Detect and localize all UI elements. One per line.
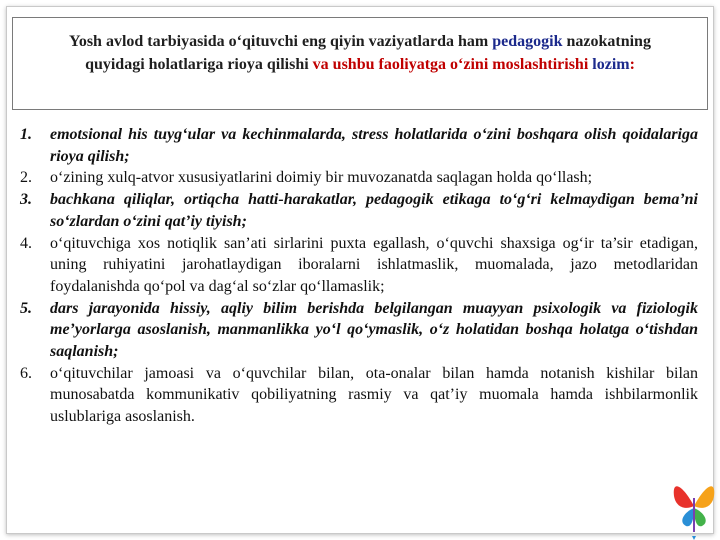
numbered-list [20,124,698,428]
list-number: 5. [20,299,32,317]
list-number: 2. [20,169,32,187]
list-number: 3. [20,191,32,209]
list-item [20,233,698,298]
list-item-text: o‘qituvchiga xos notiqlik san’ati sirlarini puxta egallash, o‘quvchi shaxsiga og‘ir ta’sir etadigan, uning ruhiyatini jarohatlaydigan iboralarni ishlatmaslik, muomalada, jazo metodlaridan foydalanishda qo‘pol va dag‘al so‘zlar qo‘llamaslik; [50,234,698,295]
list-item-text: o‘qituvchilar jamoasi va o‘quvchilar bilan, ota-onalar bilan hamda notanish kishilar bilan munosabatda kommunikativ qobiliyatning rasmiy va qat’iy muomala hamda ishbilarmonlik uslublariga asoslanish. [50,364,698,426]
list-item-text: bachkana qiliqlar, ortiqcha hatti-harakatlar, pedagogik etikaga to‘g‘ri kelmaydigan bema’ni so‘zlardan o‘zini qat’iy tiyish; [50,191,698,230]
title-part-2: pedagogik [492,33,563,50]
list-number: 6. [20,364,32,382]
list-number: 1. [20,126,32,143]
list-item-text: dars jarayonida hissiy, aqliy bilim berishda belgilangan muayyan psixologik va fiziologik me’yorlarga asoslanish, manmanlikka yo‘l qo‘ymaslik, o‘z holatidan boshqa holatga o‘tishdan saqlanish; [50,299,698,361]
list-item [20,298,698,363]
list-item [20,124,698,167]
list-item [20,167,698,189]
list-item-text: emotsional his tuyg‘ular va kechinmalarda, stress holatlarida o‘zini boshqara olish qoidalariga rioya qilish; [50,126,698,165]
title-part-5: lozim [588,56,630,73]
list-item [20,363,698,428]
slide-title [40,30,680,76]
title-part-1: Yosh avlod tarbiyasida o‘qituvchi eng qiyin vaziyatlarda ham [69,33,493,50]
list-number: 4. [20,234,32,252]
list-item [20,189,698,232]
title-part-3: nazokatning quyidagi holatlariga rioya qilishi [85,33,651,73]
title-part-6: : [629,56,635,73]
title-part-4: va ushbu faoliyatga o‘zini moslashtirishi [312,56,589,73]
list-item-text: o‘zining xulq-atvor xususiyatlarini doimiy bir muvozanatda saqlagan holda qo‘llash; [50,169,593,187]
butterfly-logo-icon [672,466,716,540]
